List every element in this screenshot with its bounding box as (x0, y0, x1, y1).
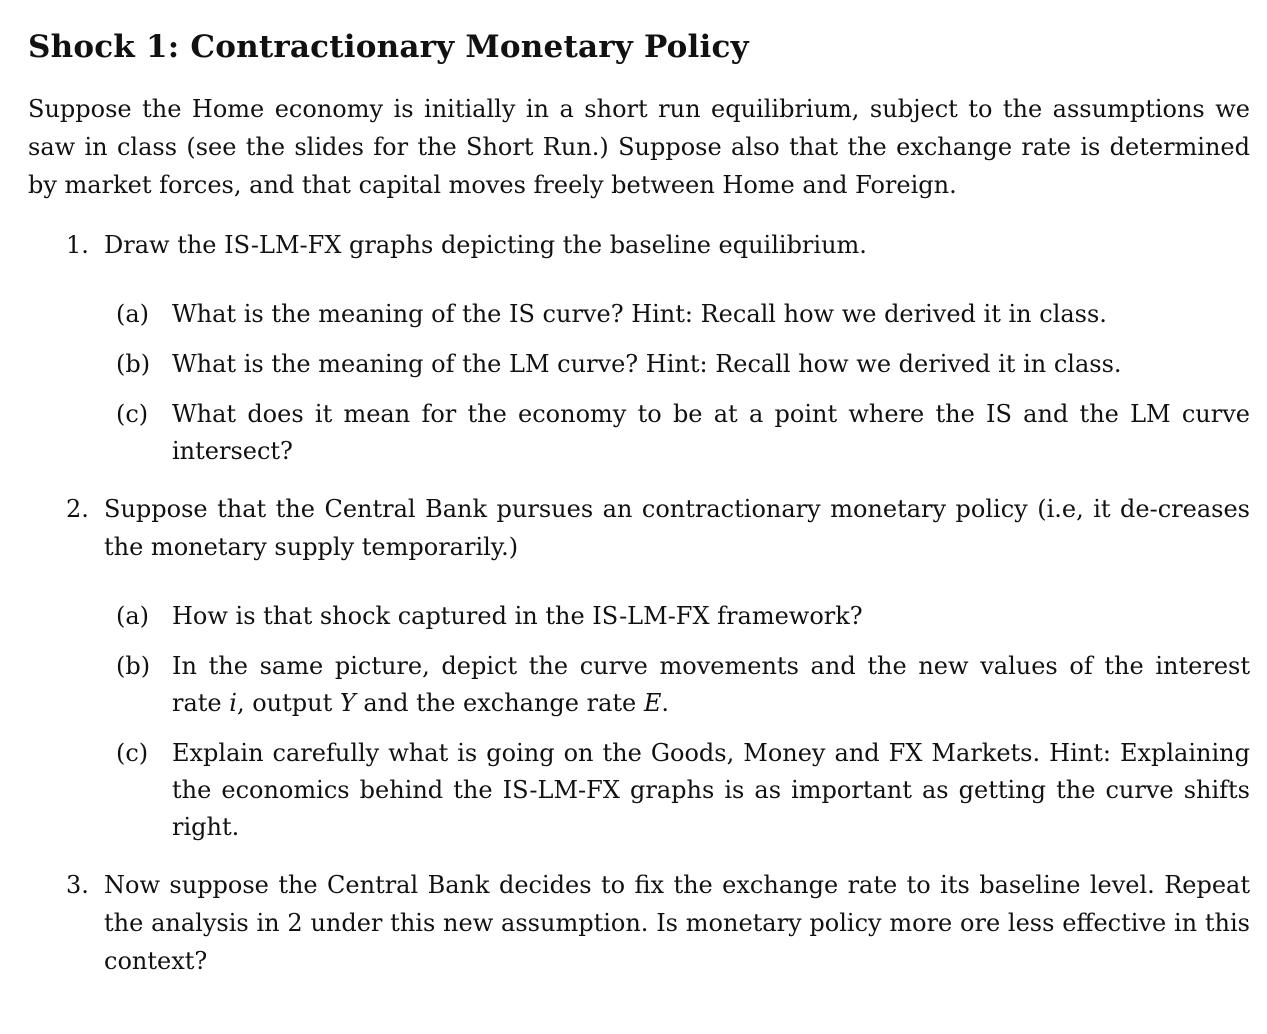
document-page (28, 22, 1250, 980)
subquestion-label: (a) (116, 602, 150, 630)
subquestion-label: (c) (116, 400, 149, 428)
subquestion-label: (a) (116, 300, 150, 328)
variable-i: i (229, 689, 237, 717)
subquestion-2b (96, 648, 1250, 722)
subquestion-text: What is the meaning of the LM curve? Hint: Recall how we derived it in class. (172, 350, 1122, 378)
question-number: 3. (66, 871, 89, 899)
question-1-subitems (96, 296, 1250, 470)
subquestion-label: (b) (116, 350, 151, 378)
variable-y: Y (339, 689, 356, 717)
subquestion-2a (96, 598, 1250, 635)
subquestion-1b (96, 346, 1250, 383)
question-text: Now suppose the Central Bank decides to fix the exchange rate to its baseline level. Repeat the analysis in 2 under this new assumption. Is monetary policy more ore less effective in this context? (104, 871, 1250, 975)
subquestion-text: What is the meaning of the IS curve? Hint: Recall how we derived it in class. (172, 300, 1107, 328)
question-2-subitems (96, 598, 1250, 846)
subquestion-label: (c) (116, 739, 149, 767)
subquestion-text: In the same picture, depict the curve movements and the new values of the interest rate i, output Y and the exchange rate E. (172, 652, 1250, 717)
question-text: Draw the IS-LM-FX graphs depicting the baseline equilibrium. (104, 231, 867, 259)
subquestion-label: (b) (116, 652, 151, 680)
subquestion-2c (96, 735, 1250, 846)
subquestion-1a (96, 296, 1250, 333)
variable-e: E (643, 689, 662, 717)
question-number: 1. (66, 231, 89, 259)
question-list (28, 226, 1250, 980)
subquestion-1c (96, 396, 1250, 470)
subquestion-text: What does it mean for the economy to be at a point where the IS and the LM curve intersect? (172, 400, 1250, 465)
question-number: 2. (66, 495, 89, 523)
intro-paragraph: Suppose the Home economy is initially in a short run equilibrium, subject to the assumptions we saw in class (see the slides for the Short Run.) Suppose also that the exchange rate is determined by market forces, and that capital moves freely between Home and Foreign. (28, 95, 1250, 199)
question-text: Suppose that the Central Bank pursues an contractionary monetary policy (i.e, it de-creases the monetary supply temporarily.) (104, 495, 1250, 561)
subquestion-text: Explain carefully what is going on the Goods, Money and FX Markets. Hint: Explaining the economics behind the IS-LM-FX graphs is as important as getting the curve shifts right. (172, 739, 1250, 841)
subquestion-text: How is that shock captured in the IS-LM-FX framework? (172, 602, 863, 630)
question-1 (28, 226, 1250, 264)
question-3 (28, 866, 1250, 980)
question-2 (28, 490, 1250, 566)
section-title: Shock 1: Contractionary Monetary Policy (28, 29, 749, 65)
